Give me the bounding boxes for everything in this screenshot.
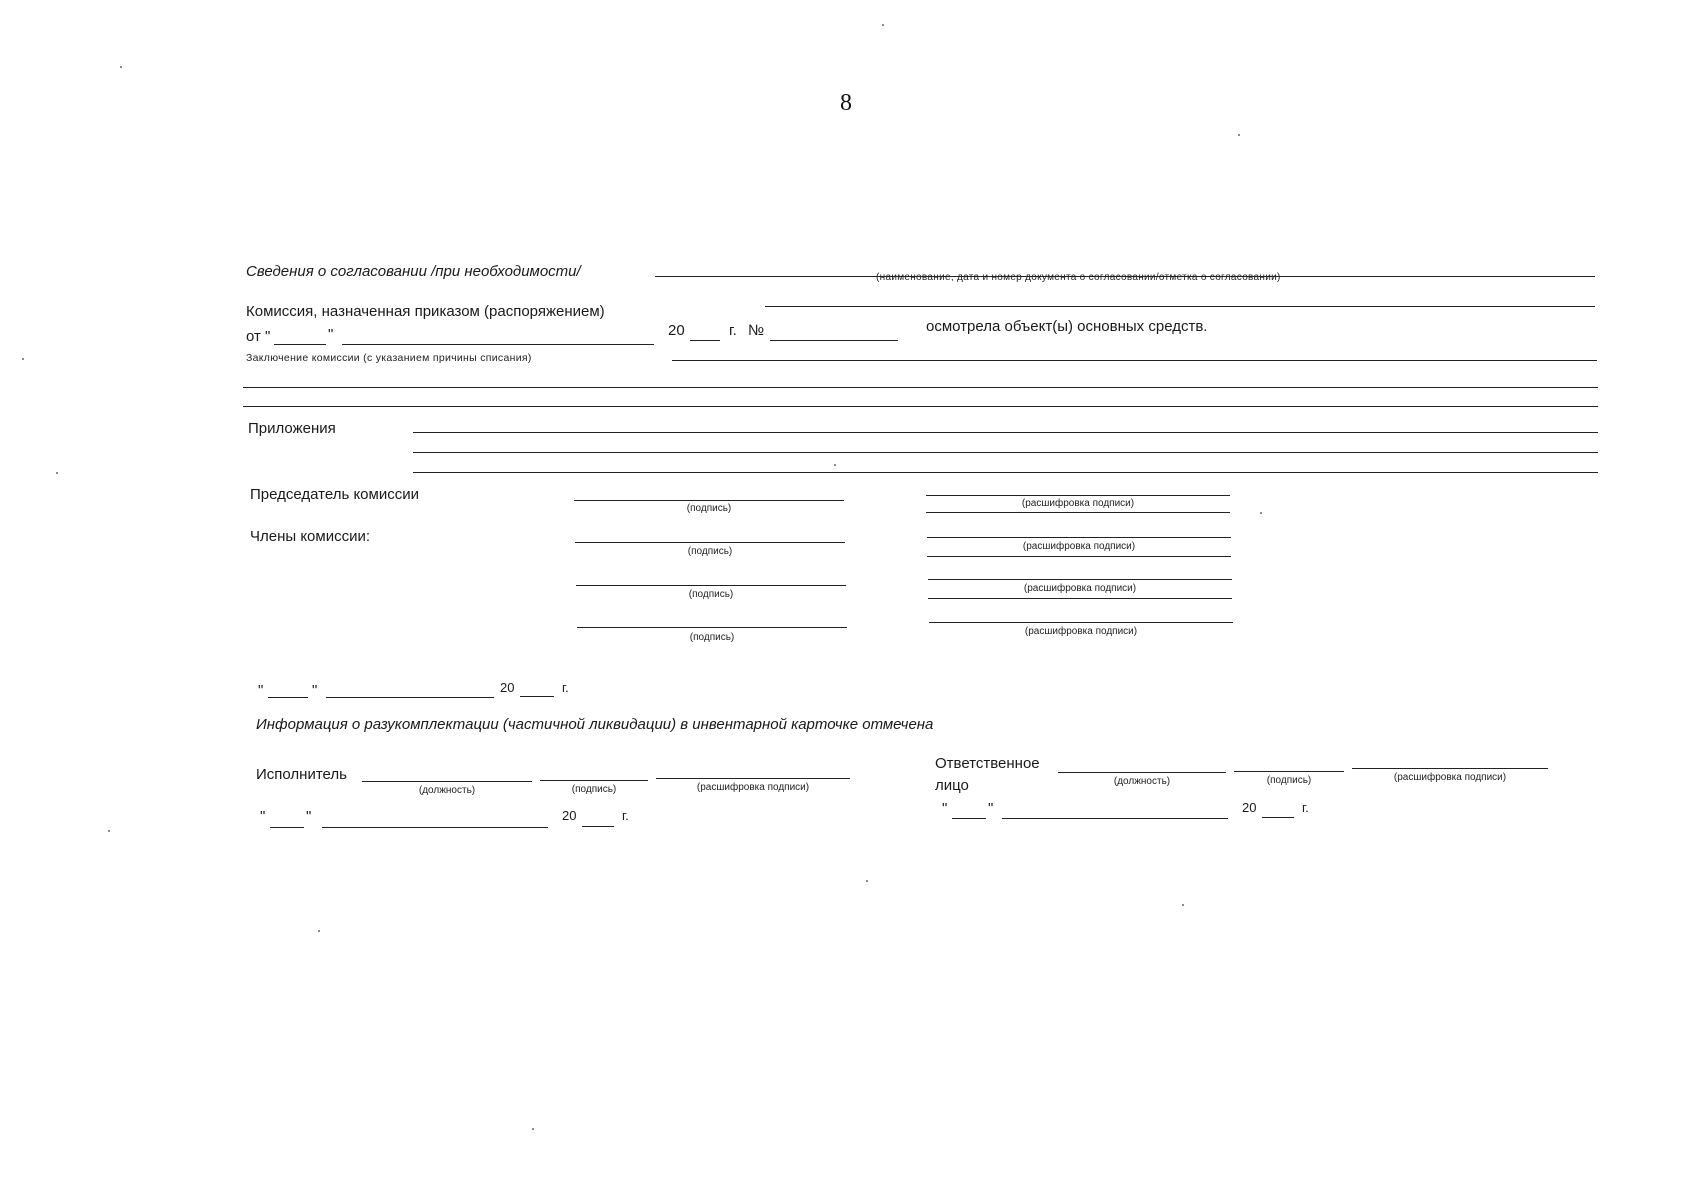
responsible-year-line bbox=[1262, 817, 1294, 818]
member2-decoding-underline bbox=[928, 598, 1232, 599]
member2-decoding-caption: (расшифровка подписи) bbox=[1023, 583, 1137, 594]
executor-position-caption: (должность) bbox=[418, 785, 476, 796]
attachments-line-1 bbox=[413, 432, 1598, 433]
responsible-date-close-quote: " bbox=[988, 800, 994, 817]
commission-label: Комиссия, назначенная приказом (распоряжением) bbox=[246, 303, 605, 320]
conclusion-line-2 bbox=[243, 387, 1598, 388]
responsible-signature-line bbox=[1234, 771, 1344, 772]
responsible-decoding-line bbox=[1352, 768, 1548, 769]
chairman-signature-line bbox=[574, 500, 844, 501]
commission-day-line bbox=[274, 344, 326, 345]
responsible-day-line bbox=[952, 818, 986, 819]
scan-speck bbox=[1182, 904, 1184, 906]
member1-signature-caption: (подпись) bbox=[687, 546, 733, 557]
attachments-label: Приложения bbox=[248, 420, 336, 437]
scan-speck bbox=[532, 1128, 534, 1130]
commission-from-mid: " bbox=[328, 326, 334, 343]
date-year-prefix: 20 bbox=[500, 680, 515, 695]
scan-speck bbox=[318, 930, 320, 932]
approval-label: Сведения о согласовании /при необходимости/ bbox=[246, 263, 581, 280]
scan-speck bbox=[866, 880, 868, 882]
attachments-line-3 bbox=[413, 472, 1598, 473]
responsible-month-line bbox=[1002, 818, 1228, 819]
responsible-position-line bbox=[1058, 772, 1226, 773]
executor-month-line bbox=[322, 827, 548, 828]
commission-month-line bbox=[342, 344, 654, 345]
date-year-suffix: г. bbox=[562, 680, 569, 695]
executor-year-line bbox=[582, 826, 614, 827]
scan-speck bbox=[108, 830, 110, 832]
responsible-date-open-quote: " bbox=[942, 800, 948, 817]
commission-number-line bbox=[770, 340, 898, 341]
executor-date-close-quote: " bbox=[306, 808, 312, 825]
chairman-label: Председатель комиссии bbox=[250, 486, 419, 503]
executor-date-open-quote: " bbox=[260, 808, 266, 825]
executor-position-line bbox=[362, 781, 532, 782]
page-number: 8 bbox=[840, 90, 852, 116]
scan-speck bbox=[120, 66, 122, 68]
chairman-signature-caption: (подпись) bbox=[686, 503, 732, 514]
responsible-label-line1: Ответственное bbox=[935, 755, 1040, 772]
executor-year-suffix: г. bbox=[622, 808, 629, 823]
responsible-label-line2: лицо bbox=[935, 777, 969, 794]
date-close-quote: " bbox=[312, 682, 318, 699]
date-day-line bbox=[268, 697, 308, 698]
scan-speck bbox=[882, 24, 884, 26]
commission-year-suffix: г. bbox=[729, 322, 737, 339]
member2-signature-line bbox=[576, 585, 846, 586]
member3-signature-line bbox=[577, 627, 847, 628]
member2-signature-caption: (подпись) bbox=[688, 589, 734, 600]
conclusion-line-1 bbox=[672, 360, 1597, 361]
commission-from-prefix: от " bbox=[246, 328, 271, 345]
member3-decoding-line bbox=[929, 622, 1233, 623]
responsible-decoding-caption: (расшифровка подписи) bbox=[1393, 772, 1507, 783]
commission-number-sign: № bbox=[748, 322, 765, 339]
member1-decoding-line bbox=[927, 537, 1231, 538]
chairman-decoding-line bbox=[926, 495, 1230, 496]
scan-speck bbox=[1238, 134, 1240, 136]
conclusion-label: Заключение комиссии (с указанием причины списания) bbox=[246, 352, 532, 364]
member1-decoding-caption: (расшифровка подписи) bbox=[1022, 541, 1136, 552]
member3-signature-caption: (подпись) bbox=[689, 632, 735, 643]
executor-decoding-caption: (расшифровка подписи) bbox=[696, 782, 810, 793]
date-year-line bbox=[520, 696, 554, 697]
approval-line-2 bbox=[765, 306, 1595, 307]
scan-speck bbox=[22, 358, 24, 360]
conclusion-line-3 bbox=[243, 406, 1598, 407]
executor-day-line bbox=[270, 827, 304, 828]
scan-speck bbox=[1260, 512, 1262, 514]
attachments-line-2 bbox=[413, 452, 1598, 453]
date-month-line bbox=[326, 697, 494, 698]
responsible-year-prefix: 20 bbox=[1242, 800, 1257, 815]
chairman-decoding-caption: (расшифровка подписи) bbox=[1021, 498, 1135, 509]
responsible-position-caption: (должность) bbox=[1113, 776, 1171, 787]
commission-year-line bbox=[690, 340, 720, 341]
executor-signature-line bbox=[540, 780, 648, 781]
executor-label: Исполнитель bbox=[256, 766, 347, 783]
disassembly-info: Информация о разукомплектации (частичной ликвидации) в инвентарной карточке отмечена bbox=[256, 716, 934, 733]
commission-inspected-text: осмотрела объект(ы) основных средств. bbox=[926, 318, 1208, 335]
commission-year-prefix: 20 bbox=[668, 322, 685, 339]
member3-decoding-caption: (расшифровка подписи) bbox=[1024, 626, 1138, 637]
responsible-signature-caption: (подпись) bbox=[1266, 775, 1312, 786]
scan-speck bbox=[56, 472, 58, 474]
executor-decoding-line bbox=[656, 778, 850, 779]
responsible-year-suffix: г. bbox=[1302, 800, 1309, 815]
chairman-decoding-underline bbox=[926, 512, 1230, 513]
member2-decoding-line bbox=[928, 579, 1232, 580]
members-label: Члены комиссии: bbox=[250, 528, 371, 545]
member1-signature-line bbox=[575, 542, 845, 543]
approval-caption: (наименование, дата и номер документа о согласовании/отметка о согласовании) bbox=[876, 272, 1281, 283]
executor-signature-caption: (подпись) bbox=[571, 784, 617, 795]
member1-decoding-underline bbox=[927, 556, 1231, 557]
scan-speck bbox=[834, 464, 836, 466]
date-open-quote: " bbox=[258, 682, 264, 699]
executor-year-prefix: 20 bbox=[562, 808, 577, 823]
